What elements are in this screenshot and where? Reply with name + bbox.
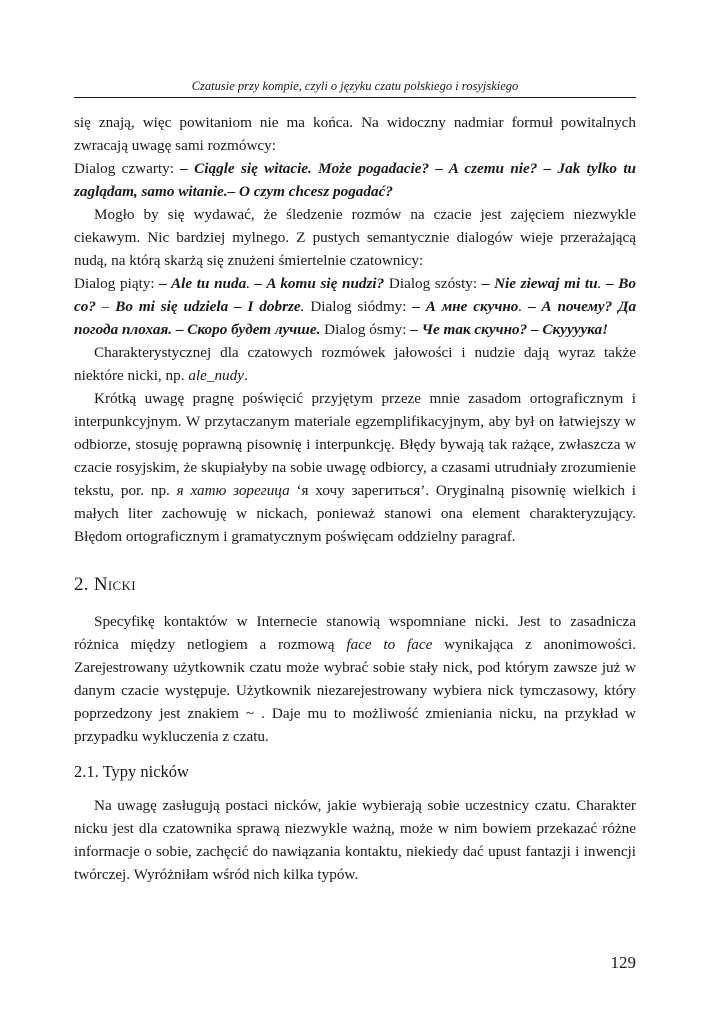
dialog-quote: – Ale tu nuda (159, 275, 247, 292)
dialog-separator: . (246, 275, 255, 292)
dialog-example (74, 157, 636, 203)
dialog-label: Dialog ósmy: (320, 321, 411, 338)
dialog-quote: – А мне скучно (412, 298, 519, 315)
paragraph: Na uwagę zasługują postaci nicków, jakie wybierają sobie uczestnicy czatu. Charakter nicku jest dla czatownika sprawą niezwykle ważną, może w nim bowiem przekazać różne informacje o sobie, zachęcić do nawiązania kontaktu, niekiedy dać upust fantazji i inwencji twórczej. Wyróżniłam wśród nich kilka typów. (74, 797, 636, 883)
header-rule (74, 97, 636, 98)
dialog-label: Dialog piąty: (74, 275, 160, 292)
dialog-quote: – Че так скучно? (410, 321, 528, 338)
dialog-quote: – Скуууука! (531, 321, 609, 338)
section-number: 2. (74, 574, 94, 595)
paragraph-text: . (243, 367, 248, 384)
page-body (74, 111, 636, 886)
paragraph: Mogło by się wydawać, że śledzenie rozmów na czacie jest zajęciem niezwykle ciekawym. Nic bardziej mylnego. Z pustych semantycznie dialogów wieje przerażającą nudą, na którą skarżą się znużeni śmiertelnie czatownicy: (74, 206, 636, 269)
paragraph-text: wynikająca z anonimowości. Zarejestrowany użytkownik czatu może wybrać sobie stały nick, pod którym zawsze już w danym czacie występuje. Użytkownik niezarejestrowany wybiera nick tymczasowy, który poprzedzony jest znakiem ~ . Daje mu to możliwość zmieniania nicku, na przykład w przypadku wykluczenia z czatu. (74, 636, 636, 745)
paragraph (74, 341, 636, 387)
nick-example: ale_nudy (188, 367, 244, 384)
dialog-separator: . (597, 275, 607, 292)
dialog-quote: – Bo co? (74, 275, 637, 315)
dialog-quote: – А почему? Да погода плохая. – Скоро будет лучше. (74, 298, 637, 338)
dialog-label: Dialog siódmy: (310, 298, 413, 315)
dialog-quote: – A komu się nudzi? (254, 275, 385, 292)
dialog-quote: Bo mi się udziela – I dobrze (115, 298, 301, 315)
dialog-label: Dialog czwarty: (74, 160, 181, 177)
paragraph-text: . Oryginalną pisownię wielkich i małych liter zachowuję w nickach, ponieważ stanowi ona element charakteryzujący. Błędom ortograficznym i gramatycznym poświęcam oddzielny paragraf. (74, 482, 636, 545)
example-gloss: ‘я хочу зарегиться’ (289, 482, 426, 499)
section-title: Nicki (93, 574, 136, 595)
dialog-separator: . (518, 298, 529, 315)
section-heading (74, 572, 636, 598)
dialog-label: Dialog szósty: (384, 275, 482, 292)
paragraph (74, 387, 636, 548)
dialog-quote: – Nie ziewaj mi tu (481, 275, 598, 292)
dialog-quote: – Ciągle się witacie. Może pogadacie? – A czemu nie? – Jak tylko tu zaglądam, samo witanie.– O czym chcesz pogadać? (74, 160, 636, 200)
page-number: 129 (610, 953, 636, 972)
dialog-example (74, 272, 636, 341)
dialog-separator: – (95, 298, 116, 315)
example-misspelled: я хатю зорегица (176, 482, 290, 499)
paragraph: się znają, więc powitaniom nie ma końca. Na widoczny nadmiar formuł powitalnych zwracają uwagę sami rozmówcy: (74, 114, 636, 154)
running-head: Czatusie przy kompie, czyli o języku czatu polskiego i rosyjskiego (191, 79, 519, 93)
subsection-heading: 2.1. Typy nicków (74, 762, 189, 781)
term: face to face (346, 636, 433, 653)
dialog-separator: . (300, 298, 311, 315)
paragraph (74, 610, 636, 748)
paragraph-text: Charakterystycznej dla czatowych rozmówek jałowości i nudzie dają wyraz także niektóre nicki, np. (74, 344, 636, 384)
paragraph-text: Specyfikę kontaktów w Internecie stanowią wspomniane nicki. Jest to zasadnicza różnica między netlogiem a rozmową (74, 613, 636, 653)
paragraph-text: Krótką uwagę pragnę poświęcić przyjętym przeze mnie zasadom ortograficznym i interpunkcyjnym. W przytaczanym materiale egzemplifikacyjnym, aby był on łatwiejszy w odbiorze, stosuję poprawną pisownię i interpunkcję. Błędy bywają tak rażące, zwłaszcza w czacie rosyjskim, że skupiałyby na sobie uwagę odbiorcy, a czasami utrudniały zrozumienie tekstu, por. np. (74, 390, 636, 499)
